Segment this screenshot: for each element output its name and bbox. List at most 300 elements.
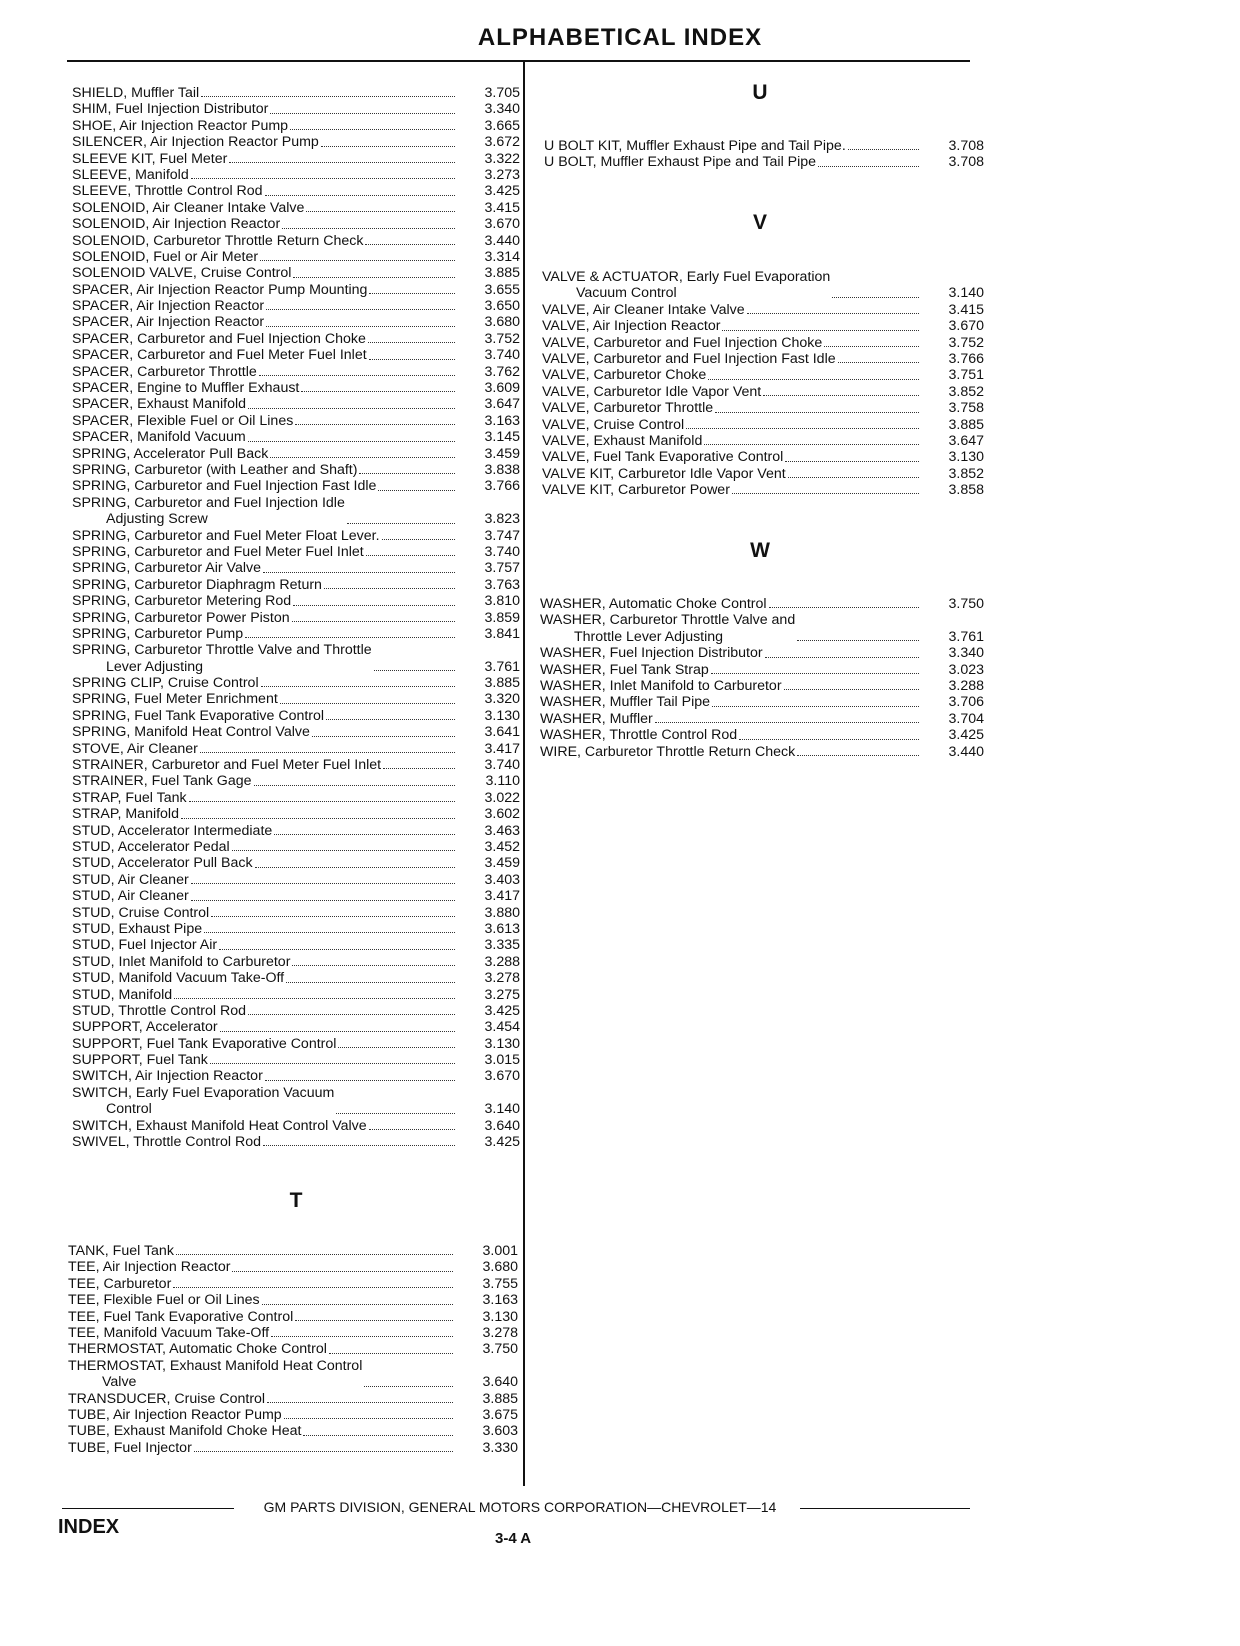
dot-leader (176, 1254, 453, 1255)
dot-leader (765, 657, 919, 658)
entry-label-text: SPACER, Carburetor and Fuel Meter Fuel Inlet (72, 347, 367, 364)
footer-text: GM PARTS DIVISION, GENERAL MOTORS CORPORATION—CHEVROLET—14 (263, 1499, 777, 1515)
entry-page-number: 3.145 (484, 429, 520, 446)
dot-leader (248, 408, 455, 409)
index-entry (544, 138, 984, 154)
entry-label-text: TUBE, Fuel Injector (68, 1439, 192, 1456)
index-entry (72, 987, 520, 1003)
entry-label (72, 790, 187, 806)
section-u-entries (544, 138, 984, 171)
index-entry (72, 446, 520, 462)
entry-page-number: 3.335 (484, 937, 520, 954)
index-entry (72, 610, 520, 626)
index-entry (72, 1019, 520, 1035)
dot-leader (295, 1320, 453, 1321)
entry-label (540, 711, 653, 727)
entry-label (72, 560, 261, 576)
index-entry (72, 380, 520, 396)
entry-page-number: 3.415 (948, 301, 984, 318)
entry-page-number: 3.340 (948, 645, 984, 662)
entry-page-number: 3.885 (948, 416, 984, 433)
page-number: 3-4 A (495, 1530, 532, 1547)
index-entry (68, 1391, 518, 1407)
dot-leader (263, 572, 455, 573)
entry-label-text: SUPPORT, Fuel Tank Evaporative Control (72, 1035, 337, 1052)
index-entry (542, 302, 984, 318)
entry-label-text: STUD, Exhaust Pipe (72, 920, 203, 937)
title-rule (67, 60, 970, 62)
entry-page-number: 3.708 (948, 154, 984, 171)
entry-page-number: 3.641 (484, 724, 520, 741)
entry-label-text: STUD, Fuel Injector Air (72, 937, 218, 954)
entry-label-text: VALVE, Fuel Tank Evaporative Control (542, 449, 784, 466)
index-entry (540, 711, 984, 727)
entry-label-text: VALVE KIT, Carburetor Power (542, 482, 730, 499)
entry-label (540, 694, 710, 710)
dot-leader (282, 228, 455, 229)
entry-label-text: TEE, Flexible Fuel or Oil Lines (68, 1292, 260, 1309)
entry-label-text: VALVE, Carburetor Idle Vapor Vent (542, 383, 762, 400)
entry-label-text: TRANSDUCER, Cruise Control (68, 1390, 266, 1407)
entry-label-text: U BOLT, Muffler Exhaust Pipe and Tail Pipe (544, 154, 817, 171)
entry-page-number: 3.761 (484, 658, 520, 675)
entry-label (72, 741, 198, 757)
entry-label (72, 478, 376, 494)
entry-label-text: SPRING, Carburetor and Fuel Injection Idle (72, 494, 345, 511)
entry-page-number: 3.130 (482, 1308, 518, 1325)
entry-page-number: 3.750 (948, 595, 984, 612)
entry-page-number: 3.454 (484, 1019, 520, 1036)
entry-page-number: 3.675 (482, 1406, 518, 1423)
entry-label-text: STRAP, Manifold (72, 806, 179, 823)
dot-leader (326, 719, 455, 720)
dot-leader (292, 621, 455, 622)
entry-label-text: SPACER, Flexible Fuel or Oil Lines (72, 412, 294, 429)
entry-label (542, 367, 706, 383)
entry-label (540, 612, 795, 645)
entry-page-number: 3.130 (484, 1035, 520, 1052)
index-entry (72, 1036, 520, 1052)
index-entry (68, 1243, 518, 1259)
entry-label (68, 1423, 301, 1439)
entry-label (72, 364, 257, 380)
entry-page-number: 3.823 (484, 511, 520, 528)
entry-page-number: 3.278 (482, 1324, 518, 1341)
entry-page-number: 3.452 (484, 838, 520, 855)
dot-leader (306, 211, 455, 212)
index-entry (68, 1325, 518, 1341)
dot-leader (194, 1451, 453, 1452)
entry-label-text: WIRE, Carburetor Throttle Return Check (540, 743, 796, 760)
entry-label (68, 1325, 269, 1341)
section-label: INDEX (58, 1516, 120, 1538)
index-entry (540, 744, 984, 760)
entry-page-number: 3.672 (484, 134, 520, 151)
entry-label (540, 678, 782, 694)
entry-page-number: 3.885 (482, 1390, 518, 1407)
index-entry (72, 839, 520, 855)
entry-label (72, 757, 381, 773)
index-entry (72, 577, 520, 593)
dot-leader (274, 834, 455, 835)
entry-label-text: VALVE, Carburetor and Fuel Injection Choke (542, 334, 823, 351)
entry-label (542, 466, 786, 482)
section-w (540, 537, 980, 565)
section-u (540, 79, 980, 107)
entry-label (540, 727, 737, 743)
entry-label (72, 888, 189, 904)
dot-leader (200, 752, 455, 753)
entry-page-number: 3.838 (484, 461, 520, 478)
index-entry (72, 216, 520, 232)
entry-label (72, 495, 345, 528)
entry-page-number: 3.015 (484, 1052, 520, 1069)
entry-label-continuation: Vacuum Control (576, 285, 677, 302)
index-entry (72, 528, 520, 544)
dot-leader (336, 1113, 455, 1114)
entry-page-number: 3.273 (484, 166, 520, 183)
entry-page-number: 3.417 (484, 888, 520, 905)
dot-leader (232, 850, 455, 851)
index-entry (542, 482, 984, 498)
entry-label (72, 593, 291, 609)
index-entry (72, 1085, 520, 1118)
entry-page-number: 3.757 (484, 560, 520, 577)
dot-leader (254, 785, 455, 786)
entry-label (72, 1003, 246, 1019)
index-entry (542, 449, 984, 465)
entry-label (72, 806, 179, 822)
index-entry (540, 694, 984, 710)
entry-page-number: 3.440 (948, 743, 984, 760)
entry-page-number: 3.023 (948, 661, 984, 678)
dot-leader (260, 260, 455, 261)
entry-label-text: STRAINER, Carburetor and Fuel Meter Fuel Inlet (72, 757, 382, 774)
entry-page-number: 3.602 (484, 806, 520, 823)
entry-label-text: SWITCH, Early Fuel Evaporation Vacuum (72, 1084, 335, 1101)
dot-leader (284, 1418, 453, 1419)
dot-leader (191, 178, 455, 179)
entry-label-text: VALVE, Cruise Control (542, 416, 685, 433)
entry-page-number: 3.647 (948, 432, 984, 449)
entry-label-text: SPRING, Fuel Tank Evaporative Control (72, 707, 325, 724)
entry-page-number: 3.163 (484, 412, 520, 429)
dot-leader (797, 755, 919, 756)
entry-label (72, 823, 272, 839)
dot-leader (191, 883, 455, 884)
dot-leader (280, 703, 455, 704)
entry-page-number: 3.417 (484, 740, 520, 757)
index-entry (68, 1309, 518, 1325)
index-entry (68, 1259, 518, 1275)
index-entry (72, 544, 520, 560)
entry-label (72, 954, 290, 970)
entry-label-text: WASHER, Inlet Manifold to Carburetor (540, 677, 782, 694)
dot-leader (763, 395, 919, 396)
index-entry (72, 675, 520, 691)
entry-label-text: WASHER, Muffler (540, 710, 653, 727)
index-entry (72, 282, 520, 298)
section-letter-v: V (752, 211, 767, 234)
dot-leader (818, 166, 919, 167)
entry-page-number: 3.708 (948, 137, 984, 154)
dot-leader (232, 1271, 453, 1272)
index-entry (72, 134, 520, 150)
entry-label-continuation: Throttle Lever Adjusting (574, 628, 724, 645)
entry-label-text: SPACER, Air Injection Reactor Pump Mounting (72, 281, 368, 298)
entry-label (72, 101, 268, 117)
dot-leader (293, 277, 455, 278)
index-entry (72, 478, 520, 494)
entry-label (542, 433, 702, 449)
index-entry (72, 921, 520, 937)
dot-leader (219, 949, 455, 950)
entry-page-number: 3.322 (484, 150, 520, 167)
dot-leader (220, 1031, 455, 1032)
section-v (540, 209, 980, 237)
entry-label (72, 200, 304, 216)
entry-label (72, 347, 367, 363)
entry-label (544, 154, 816, 170)
entry-label-text: STUD, Air Cleaner (72, 888, 189, 905)
dot-leader (712, 706, 919, 707)
entry-label (72, 462, 357, 478)
dot-leader (715, 412, 919, 413)
entry-page-number: 3.680 (482, 1259, 518, 1276)
entry-page-number: 3.680 (484, 314, 520, 331)
entry-label-text: SUPPORT, Fuel Tank (72, 1052, 208, 1069)
entry-page-number: 3.650 (484, 298, 520, 315)
dot-leader (255, 867, 455, 868)
dot-leader (229, 162, 455, 163)
dot-leader (245, 637, 455, 638)
footer-rule-left (62, 1508, 234, 1509)
index-entry (542, 367, 984, 383)
entry-label (72, 937, 217, 953)
entry-label (542, 400, 713, 416)
entry-label-text: SHIM, Fuel Injection Distributor (72, 101, 269, 118)
entry-label (68, 1243, 174, 1259)
entry-label (72, 282, 367, 298)
entry-label-continuation: Control (106, 1101, 152, 1118)
entry-label-text: WASHER, Fuel Injection Distributor (540, 645, 763, 662)
dot-leader (303, 1435, 453, 1436)
entry-label-text: THERMOSTAT, Automatic Choke Control (68, 1341, 327, 1358)
entry-label (72, 528, 380, 544)
dot-leader (181, 818, 455, 819)
index-entry (72, 823, 520, 839)
entry-label-text: SPACER, Engine to Muffler Exhaust (72, 380, 300, 397)
entry-page-number: 3.415 (484, 199, 520, 216)
entry-label (72, 724, 310, 740)
entry-label (540, 744, 795, 760)
entry-page-number: 3.022 (484, 789, 520, 806)
dot-leader (271, 1336, 453, 1337)
entry-label (72, 380, 299, 396)
index-entry (72, 396, 520, 412)
entry-label-text: STUD, Manifold (72, 986, 173, 1003)
dot-leader (293, 605, 455, 606)
entry-label (72, 626, 243, 642)
index-entry (72, 314, 520, 330)
dot-leader (359, 473, 455, 474)
column-divider (523, 62, 525, 1486)
index-entry (544, 154, 984, 170)
dot-leader (210, 1063, 455, 1064)
index-entry (68, 1358, 518, 1391)
dot-leader (785, 461, 919, 462)
dot-leader (265, 1080, 455, 1081)
entry-page-number: 3.288 (948, 677, 984, 694)
entry-label (542, 318, 720, 334)
dot-leader (655, 722, 919, 723)
dot-leader (364, 1386, 453, 1387)
entry-label-text: SPRING, Carburetor and Fuel Meter Fuel Inlet (72, 543, 364, 560)
entry-label (72, 249, 258, 265)
entry-page-number: 3.670 (948, 318, 984, 335)
entry-label (72, 233, 363, 249)
entry-label (72, 446, 268, 462)
dot-leader (747, 313, 919, 314)
entry-label-text: VALVE KIT, Carburetor Idle Vapor Vent (542, 465, 786, 482)
entry-label (72, 429, 246, 445)
entry-page-number: 3.810 (484, 593, 520, 610)
entry-page-number: 3.640 (484, 1117, 520, 1134)
entry-label-text: SPACER, Manifold Vacuum (72, 429, 246, 446)
entry-label-text: SHIELD, Muffler Tail (72, 84, 200, 101)
dot-leader (848, 149, 919, 150)
entry-label (72, 134, 319, 150)
entry-page-number: 3.766 (948, 350, 984, 367)
index-entry (72, 560, 520, 576)
index-entry (72, 855, 520, 871)
entry-page-number: 3.740 (484, 543, 520, 560)
entry-label (540, 596, 767, 612)
dot-leader (784, 689, 919, 690)
entry-label (72, 265, 291, 281)
index-entry (542, 466, 984, 482)
index-entry (72, 364, 520, 380)
dot-leader (739, 739, 919, 740)
entry-label (542, 269, 830, 302)
entry-label-text: SWITCH, Exhaust Manifold Heat Control Valve (72, 1117, 367, 1134)
index-entry (72, 233, 520, 249)
entry-label-text: TEE, Manifold Vacuum Take-Off (68, 1324, 270, 1341)
entry-label-text: TEE, Fuel Tank Evaporative Control (68, 1308, 294, 1325)
index-entry (68, 1440, 518, 1456)
index-entry (72, 626, 520, 642)
entry-label (68, 1391, 265, 1407)
dot-leader (201, 96, 455, 97)
entry-label-text: STRAINER, Fuel Tank Gage (72, 773, 252, 790)
entry-page-number: 3.763 (484, 576, 520, 593)
entry-label-text: SPRING, Carburetor Pump (72, 625, 244, 642)
dot-leader (204, 932, 455, 933)
entry-label-text: SPRING, Carburetor (with Leather and Shaft) (72, 461, 358, 478)
entry-label (72, 773, 252, 789)
index-entry (72, 708, 520, 724)
index-entry (72, 806, 520, 822)
entry-page-number: 3.751 (948, 367, 984, 384)
dot-leader (369, 1129, 455, 1130)
entry-label (72, 675, 259, 691)
index-entry (540, 678, 984, 694)
entry-label (68, 1341, 327, 1357)
entry-page-number: 3.747 (484, 527, 520, 544)
dot-leader (722, 330, 919, 331)
dot-leader (292, 965, 455, 966)
dot-leader (365, 244, 455, 245)
index-entry (540, 727, 984, 743)
entry-page-number: 3.852 (948, 383, 984, 400)
entry-page-number: 3.130 (484, 707, 520, 724)
entry-label-text: TEE, Carburetor (68, 1275, 172, 1292)
entry-page-number: 3.762 (484, 363, 520, 380)
index-entry (72, 888, 520, 904)
dot-leader (174, 998, 455, 999)
index-entry (72, 872, 520, 888)
dot-leader (366, 555, 455, 556)
entry-page-number: 3.603 (482, 1423, 518, 1440)
index-entry (72, 741, 520, 757)
entry-label-text: TANK, Fuel Tank (68, 1242, 174, 1259)
dot-leader (259, 375, 455, 376)
entry-label-text: VALVE, Exhaust Manifold (542, 432, 703, 449)
entry-page-number: 3.330 (482, 1439, 518, 1456)
entry-label (68, 1276, 171, 1292)
entry-label-continuation: Adjusting Screw (106, 511, 208, 528)
left-column-s-entries (72, 85, 520, 1150)
index-entry (72, 118, 520, 134)
index-entry (72, 347, 520, 363)
dot-leader (788, 477, 919, 478)
dot-leader (324, 588, 455, 589)
index-entry (72, 167, 520, 183)
dot-leader (265, 195, 455, 196)
dot-leader (295, 424, 455, 425)
section-t-entries (68, 1243, 518, 1456)
dot-leader (286, 982, 455, 983)
entry-label (72, 1118, 367, 1134)
entry-label-text: SLEEVE KIT, Fuel Meter (72, 150, 228, 167)
index-entry (72, 1003, 520, 1019)
entry-page-number: 3.288 (484, 953, 520, 970)
dot-leader (704, 444, 919, 445)
dot-leader (338, 1047, 455, 1048)
index-entry (72, 200, 520, 216)
entry-label (72, 151, 227, 167)
index-entry (72, 1052, 520, 1068)
dot-leader (301, 391, 455, 392)
entry-label-text: VALVE, Carburetor Choke (542, 367, 707, 384)
entry-page-number: 3.640 (482, 1374, 518, 1391)
entry-page-number: 3.755 (482, 1275, 518, 1292)
entry-label (72, 298, 264, 314)
entry-page-number: 3.140 (948, 285, 984, 302)
entry-label-text: SILENCER, Air Injection Reactor Pump (72, 134, 319, 151)
section-t (72, 1187, 520, 1215)
entry-label-text: SPRING, Carburetor Throttle Valve and Throttle (72, 642, 372, 659)
entry-label-text: SOLENOID, Air Injection Reactor (72, 216, 281, 233)
index-entry (542, 417, 984, 433)
entry-label (72, 396, 246, 412)
entry-label-text: SPACER, Air Injection Reactor (72, 314, 265, 331)
entry-label (72, 610, 290, 626)
dot-leader (769, 607, 919, 608)
index-entry (72, 1134, 520, 1150)
dot-leader (266, 326, 455, 327)
entry-label (72, 1134, 261, 1150)
